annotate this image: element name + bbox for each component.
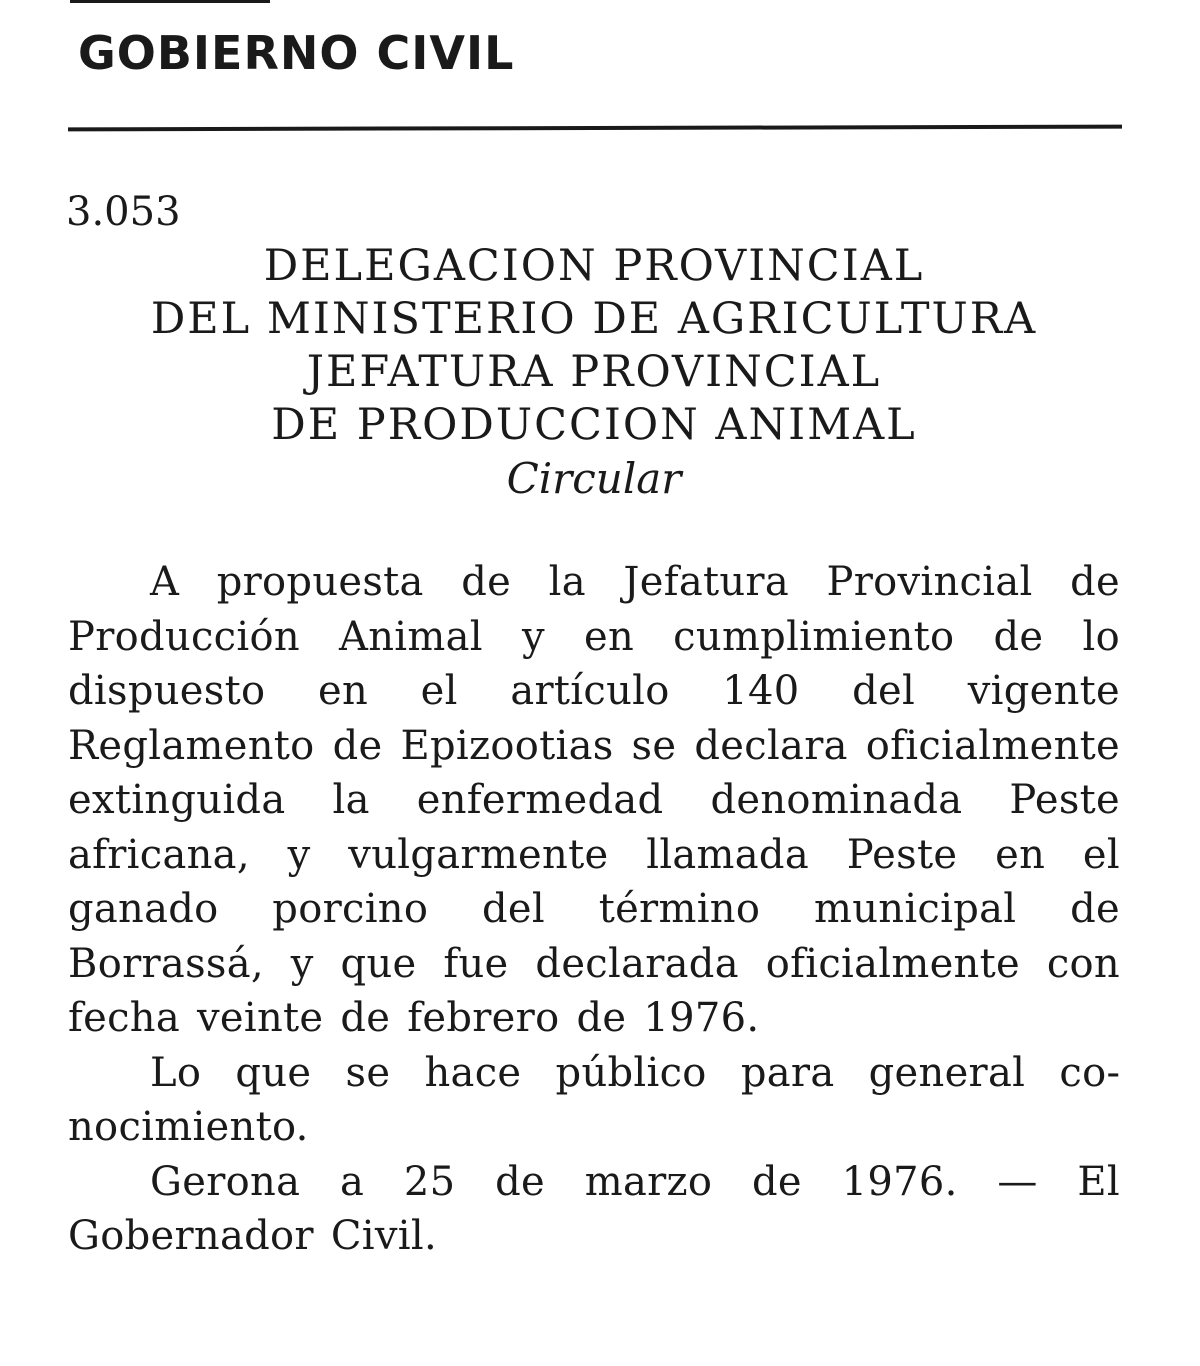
top-rule — [70, 0, 270, 3]
document-heading — [66, 240, 1122, 505]
section-title: GOBIERNO CIVIL — [78, 26, 515, 80]
heading-line-4: DE PRODUCCION ANIMAL — [271, 400, 917, 450]
paragraph-public-notice: Lo que se hace público para general conocimiento. — [68, 1049, 1120, 1150]
paragraph-declaration: A propuesta de la Jefatura Provincial de Producción Animal y en cumplimiento de lo dispuesto en el artículo 140 del vigente Reglamento de Epizootias se declara oficialmente extinguida la enfermedad denominada Peste africana, y vulgarmente llamada Peste en el ganado porcino del término municipal de Borrassá, y que fue declarada oficialmente con fecha veinte de febrero de 1976. — [68, 559, 1120, 1041]
paragraph-signature: Gerona a 25 de marzo de 1976. — El Gobernador Civil. — [68, 1158, 1120, 1259]
document-body — [68, 555, 1120, 1264]
header-divider — [68, 125, 1122, 132]
document-number: 3.053 — [66, 189, 181, 235]
heading-line-3: JEFATURA PROVINCIAL — [306, 347, 882, 397]
document-subtitle: Circular — [506, 454, 682, 503]
heading-line-1: DELEGACION PROVINCIAL — [263, 241, 925, 291]
heading-line-2: DEL MINISTERIO DE AGRICULTURA — [150, 294, 1038, 344]
